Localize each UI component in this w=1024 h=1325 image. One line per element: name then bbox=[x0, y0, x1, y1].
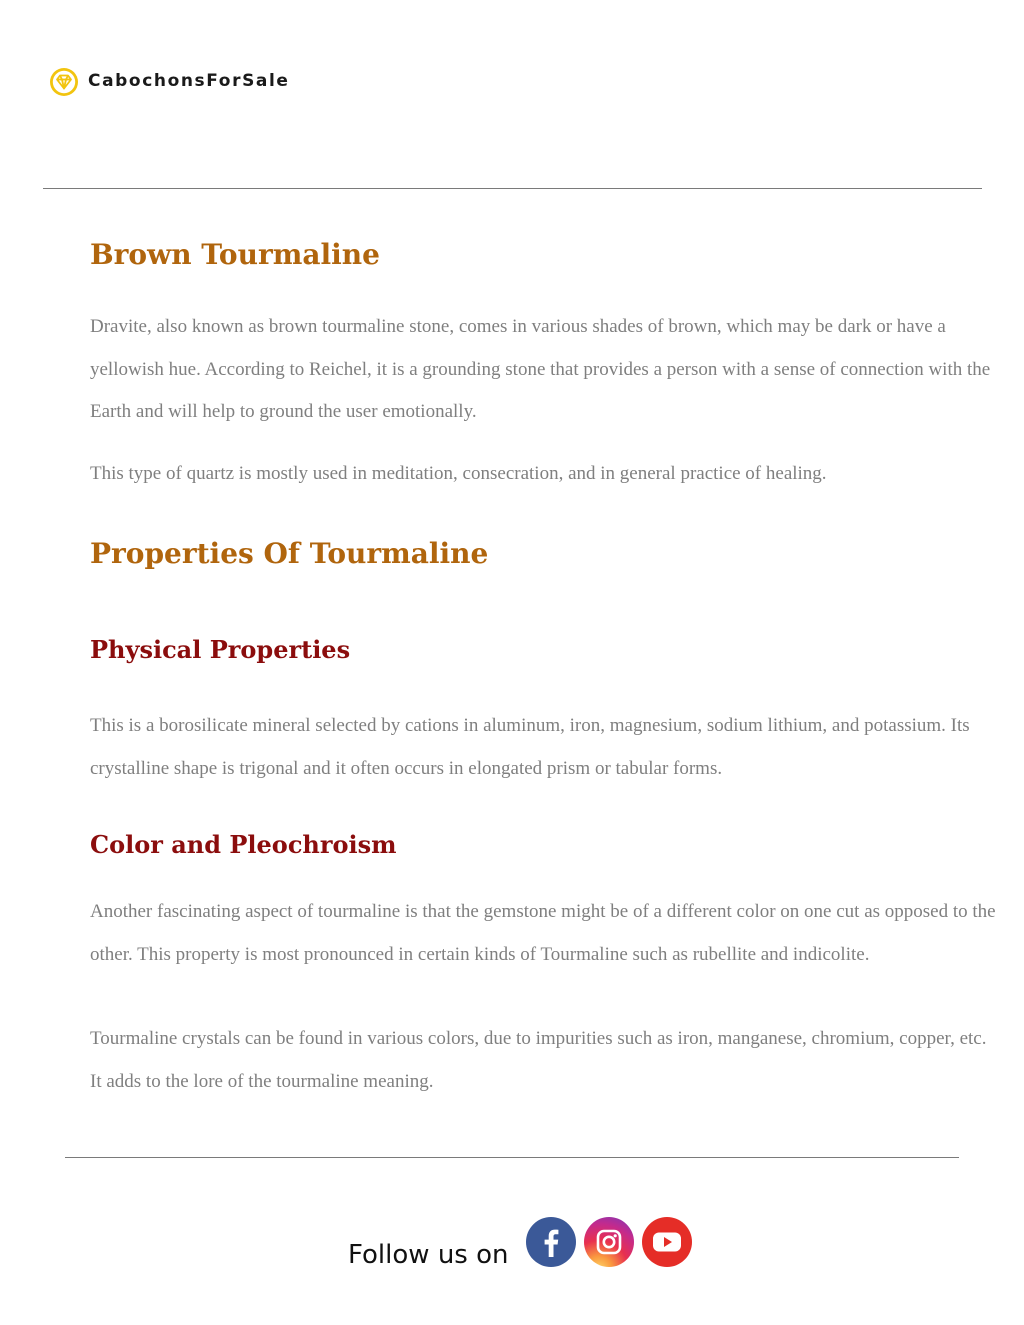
color-paragraph-2: Tourmaline crystals can be found in various colors, due to impurities such as iron, manganese, chromium, copper, etc. It adds to the lore of the tourmaline meaning. bbox=[90, 1028, 987, 1092]
section-heading-brown-tourmaline: Brown Tourmaline bbox=[90, 238, 380, 271]
brand-name: CabochonsForSale bbox=[88, 71, 290, 91]
subheading-color-pleochroism: Color and Pleochroism bbox=[90, 830, 397, 859]
footer-divider bbox=[65, 1157, 959, 1158]
social-footer bbox=[348, 1216, 693, 1274]
follow-us-label: Follow us on bbox=[348, 1240, 509, 1270]
brown-tourmaline-paragraph-1: Dravite, also known as brown tourmaline stone, comes in various shades of brown, which may be dark or have a yellowish hue. According to Reichel, it is a grounding stone that provides a person with a sense of connection with the Earth and will help to ground the user emotionally. bbox=[90, 316, 991, 422]
color-paragraph-1: Another fascinating aspect of tourmaline is that the gemstone might be of a different color on one cut as opposed to the other. This property is most pronounced in certain kinds of Tourmaline such as rubellite and indicolite. bbox=[90, 901, 996, 965]
instagram-icon[interactable] bbox=[583, 1216, 635, 1268]
brand-logo[interactable] bbox=[48, 66, 290, 98]
facebook-icon[interactable] bbox=[525, 1216, 577, 1268]
subheading-physical-properties: Physical Properties bbox=[90, 635, 351, 664]
diamond-icon bbox=[48, 66, 80, 98]
social-links bbox=[525, 1216, 693, 1268]
physical-properties-paragraph: This is a borosilicate mineral selected by cations in aluminum, iron, magnesium, sodium lithium, and potassium. Its crystalline shape is trigonal and it often occurs in elongated prism or tabular forms. bbox=[90, 715, 970, 779]
brown-tourmaline-paragraph-2: This type of quartz is mostly used in meditation, consecration, and in general practice of healing. bbox=[90, 463, 827, 484]
section-heading-properties: Properties Of Tourmaline bbox=[90, 537, 489, 570]
header-divider bbox=[43, 188, 982, 189]
youtube-icon[interactable] bbox=[641, 1216, 693, 1268]
